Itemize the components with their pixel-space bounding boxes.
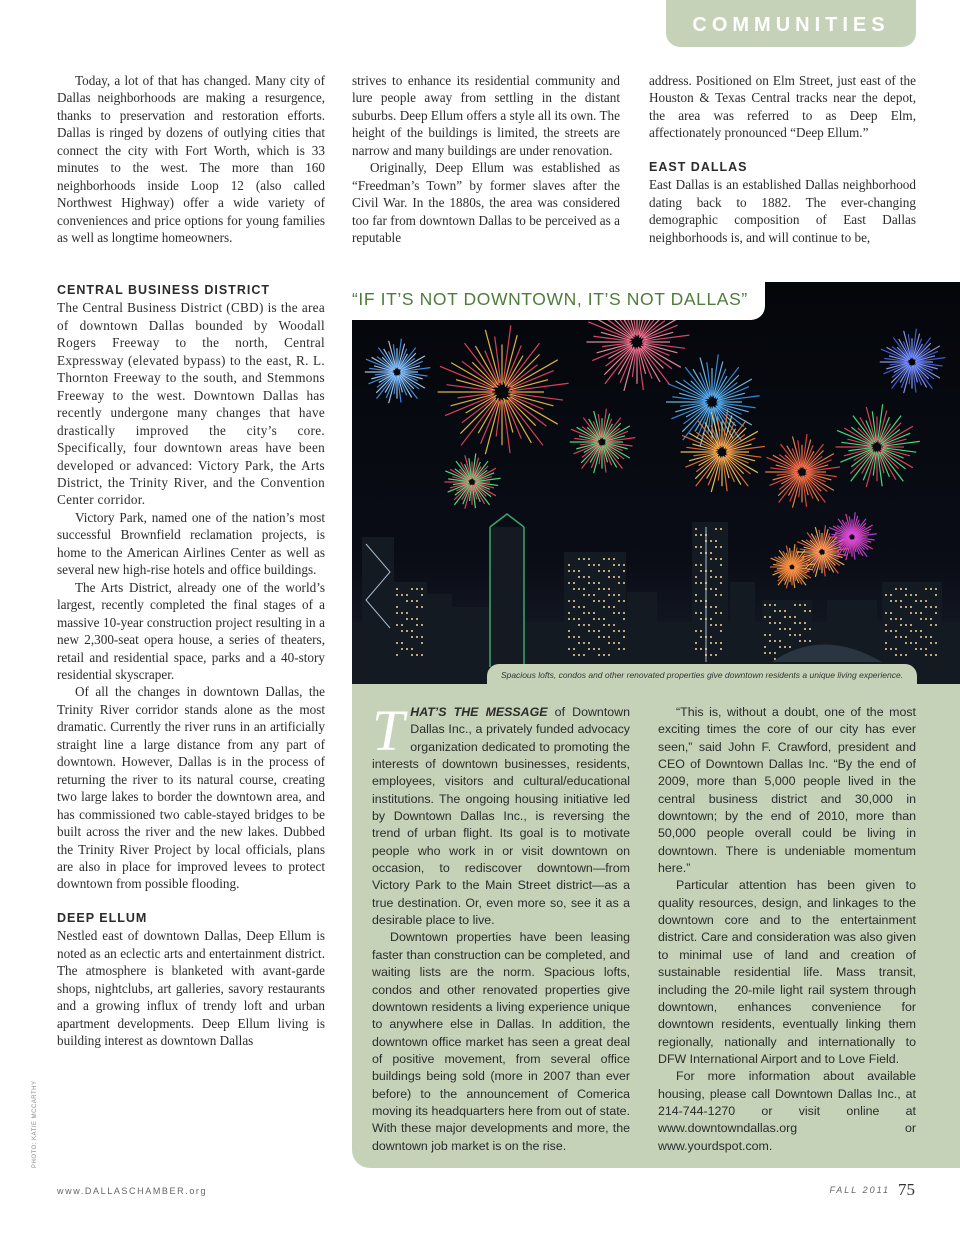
east-dallas-heading: EAST DALLAS: [649, 159, 748, 174]
sidebar-paragraph-3: “This is, without a doubt, one of the most exciting times the core of our city has ever seen,” said John F. Crawford, president and CEO of Downtown Dallas Inc. “By the end of 2009, more than 5,000 people lived in the central business district and 30,000 in downtown; by the end of 2010, more than 50,000 people overall could be living in downtown. There is undeniable momentum here.”: [658, 705, 916, 876]
sidebar-paragraph-1: [372, 698, 630, 929]
fireworks-skyline-image: [352, 282, 960, 684]
section-tab: COMMUNITIES: [666, 0, 916, 47]
intro-column: [57, 72, 325, 247]
sidebar-paragraph-1-text: of Downtown Dallas Inc., a privately funded advocacy organization dedicated to promoting the interests of downtown businesses, residents, employees, visitors and cultural/educational institutions. The ongoing housing initiative led by Downtown Dallas Inc., is reversing the trend of urban flight. Its goal is to motivate people who work in or visit downtown on occasion, to rediscover downtown—from Victory Park to the Main Street district—as a true destination. Or, even more so, see it as a desirable place to live.: [372, 705, 630, 928]
deep-ellum-paragraph-2: Originally, Deep Ellum was established as “Freedman’s Town” by former slaves after the Civil War. In the 1880s, the area was considered too far from downtown Dallas to be perceived as a reputable: [352, 160, 620, 246]
footer-website: www.DALLASCHAMBER.org: [57, 1186, 208, 1196]
east-dallas-paragraph: East Dallas is an established Dallas neighborhood dating back to 1882. The ever-changing demographic composition of East Dallas neighborhoods is, and will continue to be,: [649, 177, 916, 245]
cbd-paragraph-2: Victory Park, named one of the nation’s most successful Brownfield reclamation projects, is home to the American Airlines Center as well as several new high-rise hotels and office buildings.: [57, 509, 325, 578]
cbd-paragraph-1: The Central Business District (CBD) is the area of downtown Dallas bounded by Woodall Rogers Freeway to the north, Central Expressway (elevated bypass) to the east, R. L. Thornton Freeway to the south, and Stemmons Freeway to the west. Downtown Dallas has recently undergone many changes that have drastically improved the city’s core. Specifically, four downtown areas have been developed or advanced: Victory Park, the Arts District, the Trinity River, and the Convention Center corridor.: [57, 300, 325, 508]
deep-ellum-paragraph-1: strives to enhance its residential community and lure people away from settling in the distant suburbs. Deep Ellum offers a style all its own. The height of the buildings is limited, the streets are narrow and many buildings are under renovation.: [352, 73, 620, 158]
sidebar-paragraph-4: Particular attention has been given to quality resources, design, and linkages to the downtown core and to the entertainment district. Care and consideration was also given to minimal use of land and creation of sustainable residential life. Mass transit, including the 20-mile light rail system through downtown, enhances convenience for downtown residents, eventually linking them regionally, nationally and internationally to DFW International Airport and to Love Field.: [658, 878, 916, 1066]
cbd-paragraph-4: Of all the changes in downtown Dallas, the Trinity River corridor stands alone as the most dramatic. Currently the river runs in an artificially straight line a large distance from any part of downtown. However, Dallas is in the process of returning the river to its natural course, creating two large lakes to border the downtown area, and has commissioned two cable-stayed bridges to be built across the river and the new lakes. Dubbed the Trinity River Project by local officials, plans are also in place for improved levees to protect downtown from possible flooding.: [57, 684, 325, 892]
deep-ellum-heading: DEEP ELLUM: [57, 910, 148, 925]
sidebar-column-right: [658, 704, 916, 1155]
deep-ellum-continued-column: [352, 72, 620, 247]
fireworks-photo: [352, 282, 960, 684]
deep-ellum-intro-paragraph: Nestled east of downtown Dallas, Deep Ellum is noted as an eclectic arts and entertainment district. The atmosphere is blanketed with avant-garde shops, nightclubs, art galleries, savory restaurants and a growing influx of trendy loft and urban apartment developments. Deep Ellum living is building interest as downtown Dallas: [57, 928, 325, 1049]
sidebar-lead: HAT’S THE MESSAGE: [410, 705, 548, 719]
deep-ellum-paragraph-3: address. Positioned on Elm Street, just east of the Houston & Texas Central tracks near the depot, the area was referred to as Deep Elm, affectionately pronounced “Deep Ellum.”: [649, 73, 916, 141]
photo-credit: PHOTO: KATIE MCCARTHY: [32, 1080, 38, 1168]
sidebar-paragraph-5: For more information about available housing, please call Downtown Dallas Inc., at 214-744-1270 or visit online at www.downtowndallas.org or www.yourdspot.com.: [658, 1069, 916, 1153]
cbd-heading: CENTRAL BUSINESS DISTRICT: [57, 283, 270, 297]
pull-headline: “IF IT’S NOT DOWNTOWN, IT’S NOT DALLAS”: [352, 289, 748, 309]
sidebar-column-left: [372, 698, 630, 1155]
drop-cap: T: [372, 698, 405, 763]
page-number: 75: [898, 1180, 915, 1199]
east-dallas-column: [649, 72, 916, 246]
footer-issue: FALL 2011: [829, 1185, 890, 1195]
cbd-paragraph-3: The Arts District, already one of the world’s largest, recently completed the final stages of a massive 10-year construction project resulting in a new 2,300-seat opera house, a series of theaters, retail and residential space, parks and a 40-story residential skyscraper.: [57, 579, 325, 682]
intro-paragraph: Today, a lot of that has changed. Many city of Dallas neighborhoods are making a resurgence, thanks to preservation and restoration efforts. Dallas is ringed by dozens of outlying cities that connect the city with Fort Worth, which is 33 minutes to the west. The more than 160 neighborhoods inside Loop 12 (also called Northwest Highway) offer a wide variety of conveniences and price options for young families as well as longtime homeowners.: [57, 73, 325, 246]
cbd-column: [57, 282, 325, 1049]
photo-caption: Spacious lofts, condos and other renovated properties give downtown residents a unique living experience.: [487, 664, 917, 686]
sidebar-paragraph-2: Downtown properties have been leasing faster than construction can be completed, and waiting lists are the norm. Spacious lofts, condos and other renovated properties give downtown residents a living experience unique to anywhere else in Dallas. In addition, the downtown office market has seen a great deal of positive movement, from several office buildings being sold (more in 2007 than ever before) to the announcement of Comerica moving its headquarters here from out of state. With these major developments and more, the downtown job market is on the rise.: [372, 930, 630, 1153]
